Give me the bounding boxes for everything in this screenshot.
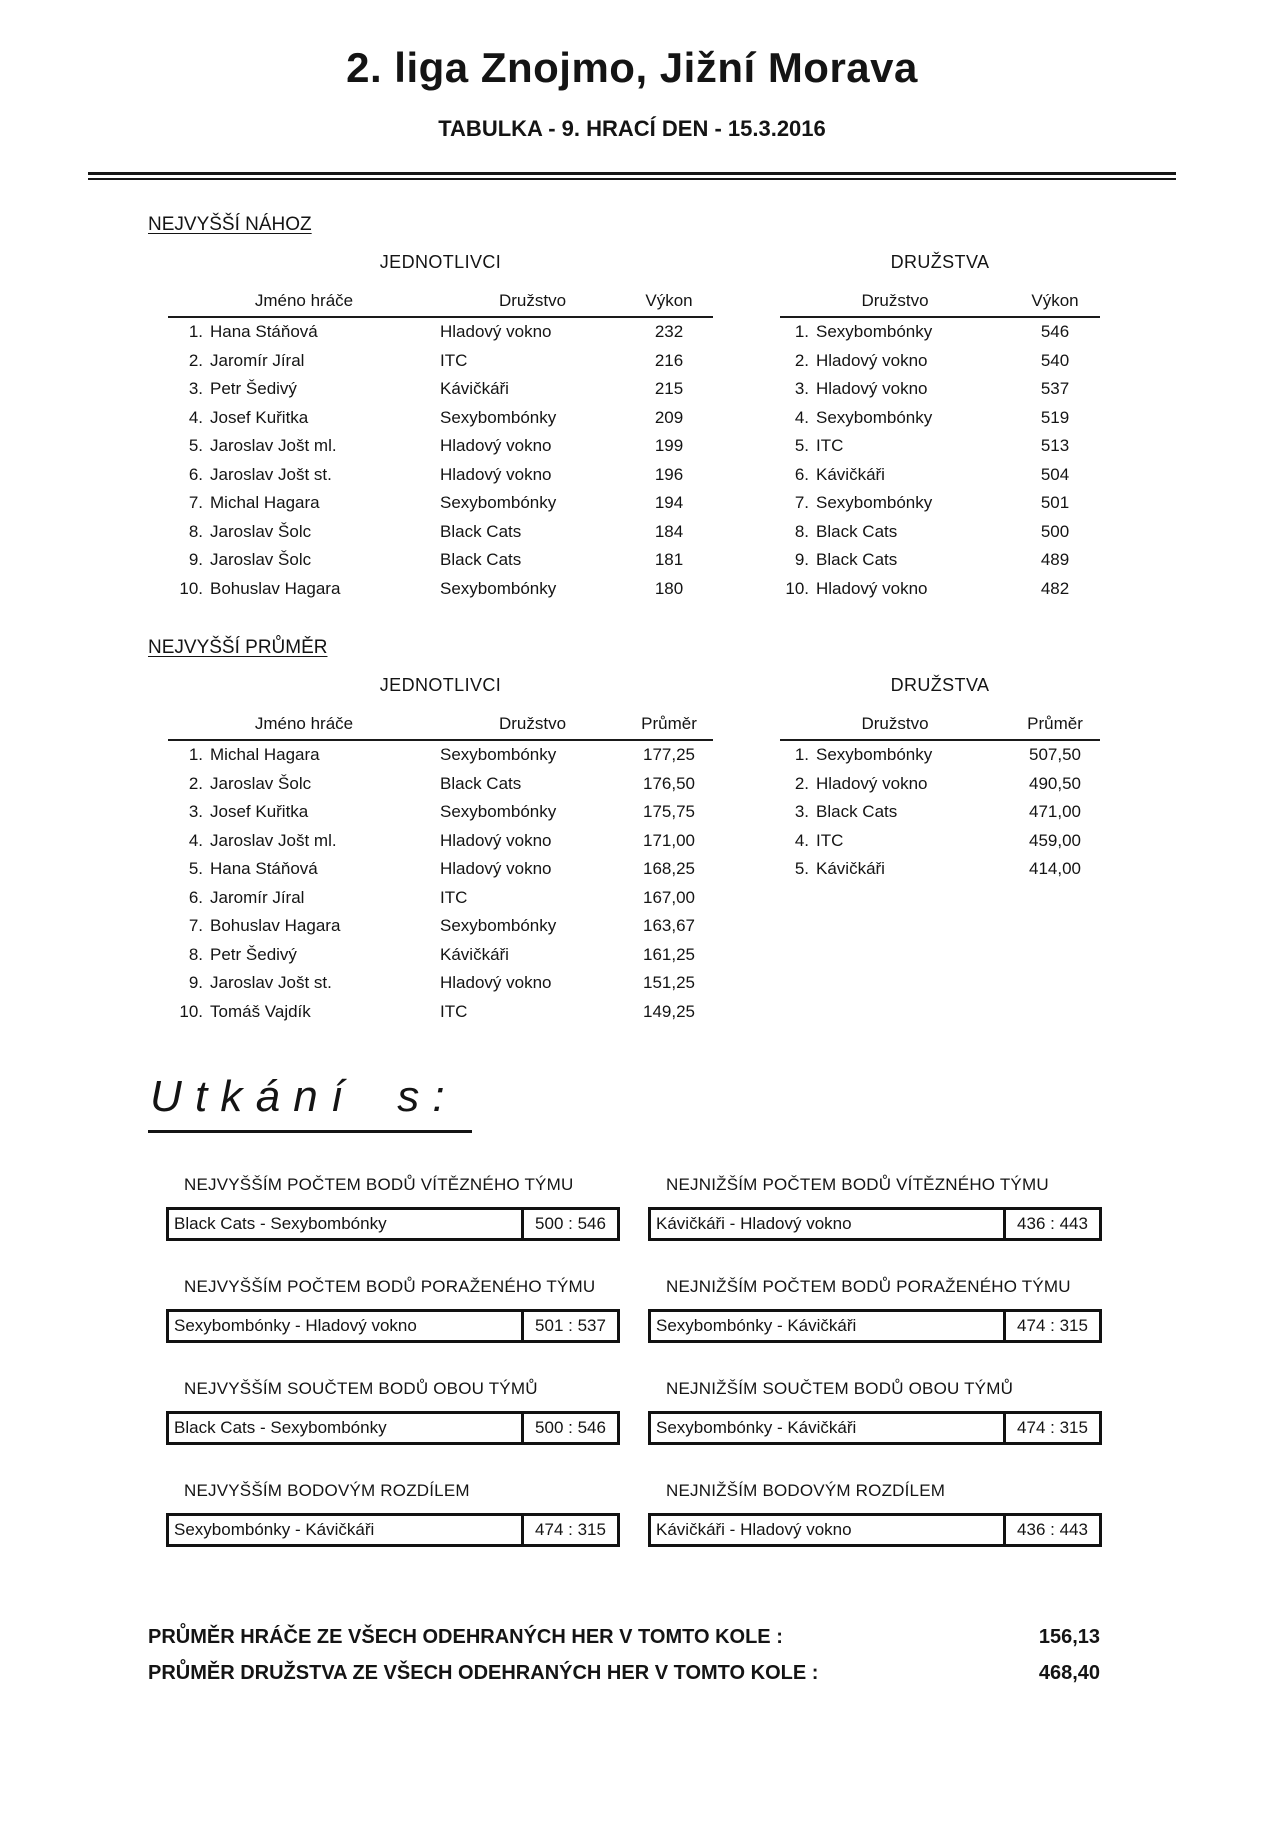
match-item <box>648 1379 1102 1445</box>
column-header-name: Jméno hráče <box>168 714 440 741</box>
match-box <box>166 1411 620 1445</box>
row-rank: 1. <box>794 322 809 341</box>
individuals-table <box>168 714 713 1026</box>
match-item <box>648 1175 1102 1241</box>
summary-value: 468,40 <box>1038 1662 1100 1684</box>
row-value: 513 <box>1040 436 1070 455</box>
row-player-name: Bohuslav Hagara <box>210 916 341 935</box>
match-score: 500 : 546 <box>521 1414 617 1442</box>
row-player-name: Bohuslav Hagara <box>210 578 341 598</box>
row-value: 167,00 <box>643 887 695 907</box>
row-value: 180 <box>654 578 684 598</box>
row-rank: 5. <box>188 859 203 878</box>
row-rank: 9. <box>188 973 203 992</box>
match-score: 474 : 315 <box>1003 1312 1099 1340</box>
match-box <box>166 1207 620 1241</box>
row-player-name: Petr Šedivý <box>210 944 297 964</box>
match-item <box>166 1175 620 1241</box>
matches-heading: Utkání s: <box>148 1072 472 1133</box>
row-team: Hladový vokno <box>440 859 552 878</box>
row-value: 149,25 <box>643 1001 695 1021</box>
row-rank: 6. <box>188 887 203 907</box>
row-team: ITC <box>816 436 844 455</box>
match-teams: Sexybombónky - Kávičkáři <box>656 1418 857 1437</box>
row-team: Hladový vokno <box>816 773 928 793</box>
row-value: 199 <box>654 436 684 455</box>
row-team: Black Cats <box>816 802 898 821</box>
row-team: Hladový vokno <box>440 322 552 341</box>
row-rank: 3. <box>794 379 809 398</box>
row-rank: 2. <box>188 773 203 793</box>
row-value: 171,00 <box>643 830 695 850</box>
matches-grid <box>166 1175 1176 1583</box>
row-value: 540 <box>1040 350 1070 370</box>
individuals-table <box>168 291 713 603</box>
row-rank: 10. <box>785 578 809 598</box>
column-header-team: Družstvo <box>780 714 1010 741</box>
row-rank: 5. <box>794 859 809 878</box>
row-rank: 5. <box>794 436 809 455</box>
row-rank: 3. <box>188 379 203 398</box>
row-team: Sexybombónky <box>440 802 557 821</box>
match-label: NEJNIŽŠÍM POČTEM BODŮ VÍTĚZNÉHO TÝMU <box>666 1175 1049 1194</box>
row-rank: 4. <box>794 407 809 427</box>
section-heading: NEJVYŠŠÍ NÁHOZ <box>148 214 312 235</box>
row-value: 176,50 <box>643 773 695 793</box>
teams-table <box>780 291 1100 603</box>
row-team: Black Cats <box>816 550 898 569</box>
row-team: Hladový vokno <box>440 830 552 850</box>
row-team: Hladový vokno <box>816 578 928 598</box>
row-team: Sexybombónky <box>440 916 557 935</box>
row-player-name: Jaroslav Jošt ml. <box>210 830 337 850</box>
tables-row <box>168 675 1176 1026</box>
row-value: 507,50 <box>1029 745 1081 764</box>
match-label: NEJNIŽŠÍM POČTEM BODŮ PORAŽENÉHO TÝMU <box>666 1277 1071 1296</box>
row-value: 163,67 <box>643 916 695 935</box>
row-player-name: Michal Hagara <box>210 745 320 764</box>
match-teams: Sexybombónky - Kávičkáři <box>174 1520 375 1539</box>
column-header-value: Průměr <box>1010 714 1100 741</box>
match-score: 436 : 443 <box>1003 1516 1099 1544</box>
row-player-name: Josef Kuřitka <box>210 802 309 821</box>
row-team: Hladový vokno <box>816 379 928 398</box>
column-header-value: Výkon <box>625 291 713 318</box>
match-box <box>648 1411 1102 1445</box>
row-value: 501 <box>1040 493 1070 512</box>
row-value: 215 <box>654 379 684 398</box>
row-player-name: Petr Šedivý <box>210 379 297 398</box>
match-teams: Sexybombónky - Hladový vokno <box>174 1316 417 1335</box>
row-value: 194 <box>654 493 684 512</box>
individuals-subheading: JEDNOTLIVCI <box>379 675 502 695</box>
row-team: Black Cats <box>816 521 898 541</box>
row-rank: 1. <box>794 745 809 764</box>
column-header-team: Družstvo <box>440 291 625 318</box>
summary-label: PRŮMĚR HRÁČE ZE VŠECH ODEHRANÝCH HER V TOMTO KOLE : <box>148 1626 783 1648</box>
row-value: 482 <box>1040 578 1070 598</box>
row-value: 546 <box>1040 322 1070 341</box>
match-item <box>166 1379 620 1445</box>
match-box <box>166 1513 620 1547</box>
row-value: 175,75 <box>643 802 695 821</box>
row-value: 490,50 <box>1029 773 1081 793</box>
teams-subheading: DRUŽSTVA <box>890 252 990 272</box>
row-player-name: Jaroslav Jošt st. <box>210 464 332 484</box>
row-value: 537 <box>1040 379 1070 398</box>
row-value: 216 <box>654 350 684 370</box>
row-value: 519 <box>1040 407 1070 427</box>
summary-value: 156,13 <box>1038 1626 1100 1648</box>
column-header-team: Družstvo <box>440 714 625 741</box>
column-header-team: Družstvo <box>780 291 1010 318</box>
row-player-name: Hana Stáňová <box>210 322 318 341</box>
row-rank: 7. <box>188 916 203 935</box>
row-player-name: Jaroslav Jošt st. <box>210 973 332 992</box>
row-rank: 4. <box>794 830 809 850</box>
row-team: Sexybombónky <box>816 322 933 341</box>
row-value: 489 <box>1040 550 1070 569</box>
individuals-table-group <box>168 252 713 603</box>
teams-table <box>780 714 1100 884</box>
row-rank: 10. <box>179 578 203 598</box>
row-team: ITC <box>816 830 844 850</box>
row-rank: 2. <box>794 350 809 370</box>
row-value: 184 <box>654 521 684 541</box>
row-team: Black Cats <box>440 773 522 793</box>
teams-table-group <box>780 675 1100 1026</box>
match-item <box>648 1481 1102 1547</box>
row-player-name: Jaromír Jíral <box>210 887 305 907</box>
summary-section <box>148 1619 1100 1691</box>
row-team: Hladový vokno <box>816 350 928 370</box>
row-player-name: Tomáš Vajdík <box>210 1001 311 1021</box>
column-header-value: Průměr <box>625 714 713 741</box>
row-player-name: Jaroslav Jošt ml. <box>210 436 337 455</box>
row-team: Kávičkáři <box>440 379 509 398</box>
document-page <box>0 44 1264 1691</box>
row-rank: 8. <box>794 521 809 541</box>
match-label: NEJNIŽŠÍM SOUČTEM BODŮ OBOU TÝMŮ <box>666 1379 1014 1398</box>
row-player-name: Jaroslav Šolc <box>210 550 312 569</box>
match-label: NEJNIŽŠÍM BODOVÝM ROZDÍLEM <box>666 1481 946 1500</box>
match-label: NEJVYŠŠÍM BODOVÝM ROZDÍLEM <box>184 1481 470 1500</box>
summary-row <box>148 1619 1100 1655</box>
match-score: 474 : 315 <box>1003 1414 1099 1442</box>
row-value: 500 <box>1040 521 1070 541</box>
row-team: ITC <box>440 887 468 907</box>
row-rank: 8. <box>188 521 203 541</box>
row-rank: 7. <box>794 493 809 512</box>
row-rank: 1. <box>188 745 203 764</box>
match-score: 474 : 315 <box>521 1516 617 1544</box>
row-team: ITC <box>440 350 468 370</box>
match-score: 436 : 443 <box>1003 1210 1099 1238</box>
row-team: Sexybombónky <box>440 493 557 512</box>
match-teams: Black Cats - Sexybombónky <box>174 1418 387 1437</box>
match-teams: Kávičkáři - Hladový vokno <box>656 1520 852 1539</box>
summary-row <box>148 1655 1100 1691</box>
row-rank: 3. <box>794 802 809 821</box>
row-value: 177,25 <box>643 745 695 764</box>
row-rank: 1. <box>188 322 203 341</box>
row-rank: 7. <box>188 493 203 512</box>
row-player-name: Hana Stáňová <box>210 859 318 878</box>
row-value: 196 <box>654 464 684 484</box>
individuals-subheading: JEDNOTLIVCI <box>379 252 502 272</box>
match-box <box>648 1207 1102 1241</box>
row-player-name: Michal Hagara <box>210 493 320 512</box>
match-box <box>166 1309 620 1343</box>
row-value: 471,00 <box>1029 802 1081 821</box>
row-value: 161,25 <box>643 944 695 964</box>
match-item <box>648 1277 1102 1343</box>
summary-label: PRŮMĚR DRUŽSTVA ZE VŠECH ODEHRANÝCH HER V TOMTO KOLE : <box>148 1662 819 1684</box>
match-teams: Black Cats - Sexybombónky <box>174 1214 387 1233</box>
row-player-name: Jaroslav Šolc <box>210 521 312 541</box>
row-team: Sexybombónky <box>440 745 557 764</box>
row-value: 459,00 <box>1029 830 1081 850</box>
column-header-name: Jméno hráče <box>168 291 440 318</box>
row-rank: 2. <box>794 773 809 793</box>
row-player-name: Jaroslav Šolc <box>210 773 312 793</box>
row-rank: 6. <box>188 464 203 484</box>
row-rank: 4. <box>188 830 203 850</box>
match-label: NEJVYŠŠÍM POČTEM BODŮ VÍTĚZNÉHO TÝMU <box>184 1175 574 1194</box>
row-team: Sexybombónky <box>440 578 557 598</box>
row-value: 414,00 <box>1029 859 1081 878</box>
match-item <box>166 1481 620 1547</box>
row-team: Black Cats <box>440 521 522 541</box>
row-team: Sexybombónky <box>816 407 933 427</box>
page-subtitle: TABULKA - 9. HRACÍ DEN - 15.3.2016 <box>438 116 826 141</box>
row-rank: 8. <box>188 944 203 964</box>
match-teams: Sexybombónky - Kávičkáři <box>656 1316 857 1335</box>
row-team: Black Cats <box>440 550 522 569</box>
row-team: Hladový vokno <box>440 436 552 455</box>
row-rank: 4. <box>188 407 203 427</box>
row-rank: 9. <box>794 550 809 569</box>
row-rank: 10. <box>179 1001 203 1021</box>
match-box <box>648 1513 1102 1547</box>
row-rank: 6. <box>794 464 809 484</box>
row-team: Sexybombónky <box>816 493 933 512</box>
match-label: NEJVYŠŠÍM SOUČTEM BODŮ OBOU TÝMŮ <box>184 1379 538 1398</box>
header-divider-rule <box>88 172 1176 180</box>
row-player-name: Josef Kuřitka <box>210 407 309 427</box>
tables-row <box>168 252 1176 603</box>
row-rank: 9. <box>188 550 203 569</box>
row-value: 181 <box>654 550 684 569</box>
row-team: Sexybombónky <box>440 407 557 427</box>
row-team: Kávičkáři <box>440 944 509 964</box>
row-value: 168,25 <box>643 859 695 878</box>
teams-subheading: DRUŽSTVA <box>890 675 990 695</box>
column-header-value: Výkon <box>1010 291 1100 318</box>
row-team: Kávičkáři <box>816 859 885 878</box>
row-team: Sexybombónky <box>816 745 933 764</box>
row-player-name: Jaromír Jíral <box>210 350 305 370</box>
row-team: Kávičkáři <box>816 464 885 484</box>
match-box <box>648 1309 1102 1343</box>
section-heading: NEJVYŠŠÍ PRŮMĚR <box>148 637 328 658</box>
match-teams: Kávičkáři - Hladový vokno <box>656 1214 852 1233</box>
row-value: 504 <box>1040 464 1070 484</box>
row-rank: 2. <box>188 350 203 370</box>
page-title: 2. liga Znojmo, Jižní Morava <box>346 44 918 91</box>
section-highest-throw <box>88 214 1176 603</box>
match-score: 500 : 546 <box>521 1210 617 1238</box>
row-value: 209 <box>654 407 684 427</box>
matches-section <box>148 1072 1176 1133</box>
row-value: 232 <box>654 322 684 341</box>
individuals-table-group <box>168 675 713 1026</box>
match-item <box>166 1277 620 1343</box>
row-rank: 3. <box>188 802 203 821</box>
row-rank: 5. <box>188 436 203 455</box>
row-value: 151,25 <box>643 973 695 992</box>
row-team: Hladový vokno <box>440 973 552 992</box>
match-score: 501 : 537 <box>521 1312 617 1340</box>
teams-table-group <box>780 252 1100 603</box>
row-team: Hladový vokno <box>440 464 552 484</box>
row-team: ITC <box>440 1001 468 1021</box>
match-label: NEJVYŠŠÍM POČTEM BODŮ PORAŽENÉHO TÝMU <box>184 1277 596 1296</box>
section-highest-average <box>88 637 1176 1026</box>
